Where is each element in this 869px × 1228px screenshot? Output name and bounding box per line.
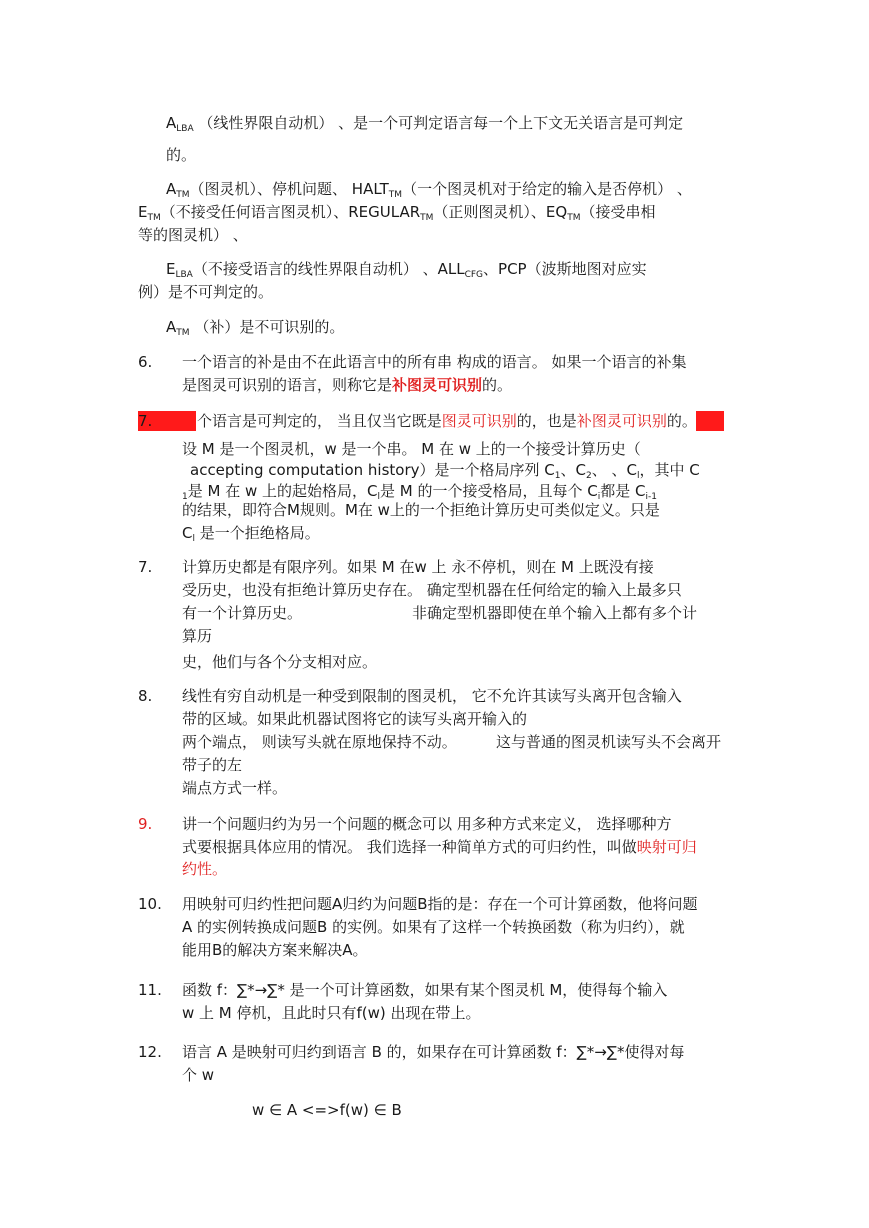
item-number: 10. — [138, 895, 162, 913]
text: 是 M 在 w 上的起始格局，C — [187, 482, 378, 500]
subscript: i-1 — [645, 492, 657, 502]
red-term: 补图灵可识别 — [576, 412, 667, 430]
text: E — [138, 203, 148, 221]
item11-line-2: w 上 M 停机，且此时只有f(w) 出现在带上。 — [182, 1004, 481, 1022]
text: A — [166, 114, 177, 132]
red-term: 映射可归 — [636, 838, 697, 856]
text: （线性界限自动机） 、是一个可判定语言每一个上下文无关语言是可判定 — [198, 114, 684, 132]
item7a-line-1 — [197, 411, 697, 431]
text: （不接受语言的线性界限自动机） 、ALL — [192, 260, 465, 278]
item-number: 8. — [138, 687, 153, 705]
text: （不接受任何语言图灵机）、REGULAR — [160, 203, 421, 221]
text: （图灵机）、停机问题、 HALT — [189, 180, 389, 198]
text: E — [166, 260, 176, 278]
item7b-line-3b: 非确定型机器即使在单个输入上都有多个计 — [412, 604, 698, 622]
text: 是一个拒绝格局。 — [199, 524, 320, 542]
text: ，其中 C — [639, 461, 700, 479]
item8-line-2: 带的区域。如果此机器试图将它的读写头离开输入的 — [182, 710, 528, 728]
item7a-line-6 — [182, 523, 320, 549]
item9-line-1: 讲一个问题归约为另一个问题的概念可以 用多种方式来定义， 选择哪种方 — [182, 815, 672, 833]
item7b-line-3a: 有一个计算历史。 — [182, 604, 303, 622]
item7a-line-2: 设 M 是一个图灵机，w 是一个串。 M 在 w 上的一个接受计算历史（ — [182, 440, 641, 458]
subscript: 1 — [182, 492, 188, 502]
text: accepting computation history）是一个格局序列 C — [190, 461, 555, 479]
item-number: 7. — [138, 558, 153, 576]
subscript: l — [192, 534, 195, 544]
subscript: i — [597, 492, 601, 502]
item12-line-1: 语言 A 是映射可归约到语言 B 的，如果存在可计算函数 f：∑*→∑*使得对每 — [182, 1043, 685, 1061]
item-number: 9. — [138, 815, 153, 833]
subscript: TM — [176, 328, 190, 338]
item-number: 12. — [138, 1043, 162, 1061]
paragraph-elba-line-2: 例）是不可判定的。 — [138, 283, 274, 301]
text: 个语言是可判定的， 当且仅当它既是 — [197, 412, 442, 430]
text: （接受串相 — [580, 203, 656, 221]
text: （一个图灵机对于给定的输入是否停机） 、 — [402, 180, 692, 198]
subscript: LBA — [175, 270, 193, 280]
item6-line-2 — [182, 375, 512, 395]
subscript: 1 — [554, 471, 561, 481]
item11-line-1: 函数 f：∑*→∑* 是一个可计算函数，如果有某个图灵机 M，使得每个输入 — [182, 981, 668, 999]
text: 的。 — [482, 376, 513, 394]
item7a-line-5: 的结果，即符合M规则。M在 w上的一个拒绝计算历史可类似定义。只是 — [182, 501, 660, 519]
item6-line-1: 一个语言的补是由不在此语言中的所有串 构成的语言。 如果一个语言的补集 — [182, 353, 687, 371]
subscript: TM — [176, 190, 190, 200]
item12-formula: w ∈ A <=>f(w) ∈ B — [252, 1101, 402, 1119]
red-term: 图灵可识别 — [441, 412, 517, 430]
item-number: 7. — [138, 412, 153, 430]
text: 都是 C — [600, 482, 646, 500]
text: （补）是不可识别的。 — [194, 318, 345, 336]
subscript: TM — [567, 213, 581, 223]
subscript: CFG — [464, 270, 484, 280]
item9-line-3: 约性。 — [182, 860, 228, 878]
subscript: TM — [420, 213, 434, 223]
text: C — [182, 524, 193, 542]
subscript: TM — [147, 213, 161, 223]
text: 、C — [560, 461, 586, 479]
subscript: 2 — [585, 471, 592, 481]
item10-line-1: 用映射可归约性把问题A归约为问题B指的是：存在一个可计算函数，他将问题 — [182, 895, 698, 913]
text: （正则图灵机）、EQ — [433, 203, 568, 221]
item7b-line-5: 史，他们与各个分支相对应。 — [182, 653, 378, 671]
text: A — [166, 318, 177, 336]
item8-line-3b: 这与普通的图灵机读写头不会离开 — [496, 733, 722, 751]
paragraph-atm-complement — [166, 317, 344, 343]
text: 是 M 的一个接受格局，且每个 C — [380, 482, 598, 500]
item7b-line-4: 算历 — [182, 627, 213, 645]
subscript: l — [377, 492, 381, 502]
text: A — [166, 180, 177, 198]
text: 是图灵可识别的语言，则称它是 — [182, 376, 393, 394]
item8-line-3a: 两个端点， 则读写头就在原地保持不动。 — [182, 733, 457, 751]
item10-line-2: A 的实例转换成问题B 的实例。如果有了这样一个转换函数（称为归约），就 — [182, 918, 685, 936]
item7b-line-2: 受历史，也没有拒绝计算历史存在。 确定型机器在任何给定的输入上最多只 — [182, 581, 682, 599]
red-term: 补图灵可识别 — [392, 376, 483, 394]
item12-line-2: 个 w — [182, 1066, 215, 1084]
text: 式要根据具体应用的情况。 我们选择一种简单方式的可归约性，叫做 — [182, 838, 637, 856]
text: 的，也是 — [516, 412, 577, 430]
item9-line-2 — [182, 837, 697, 857]
text: 、PCP（波斯地图对应实 — [483, 260, 647, 278]
item10-line-3: 能用B的解决方案来解决A。 — [182, 941, 368, 959]
subscript: TM — [388, 190, 403, 200]
subscript: LBA — [176, 124, 194, 134]
item-number: 6. — [138, 353, 153, 371]
item8-line-5: 端点方式一样。 — [182, 779, 288, 797]
text: 的。 — [666, 412, 697, 430]
item-number: 11. — [138, 981, 162, 999]
highlight-block — [696, 411, 724, 431]
item7b-line-1: 计算历史都是有限序列。如果 M 在w 上 永不停机，则在 M 上既没有接 — [182, 558, 654, 576]
item8-line-1: 线性有穷自动机是一种受到限制的图灵机， 它不允许其读写头离开包含输入 — [182, 687, 682, 705]
subscript: l — [636, 471, 640, 481]
paragraph-alba-line-2: 的。 — [166, 146, 197, 164]
text: 、 、C — [591, 461, 637, 479]
item8-line-4: 带子的左 — [182, 756, 243, 774]
paragraph-atm-line-3: 等的图灵机） 、 — [138, 226, 248, 244]
paragraph-alba-line-1 — [166, 113, 683, 139]
